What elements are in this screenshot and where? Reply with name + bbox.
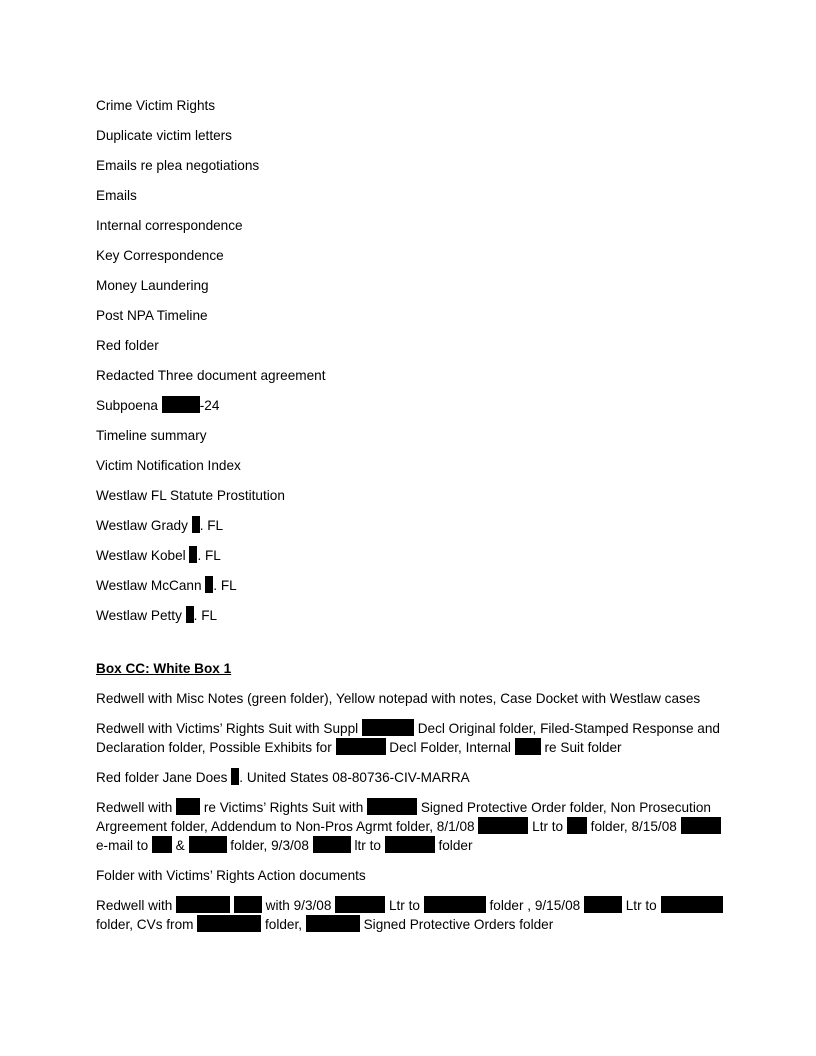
redaction-box [367,798,417,815]
text-segment: . FL [197,548,221,563]
redaction-box [189,836,227,853]
list-item: Victim Notification Index [96,458,241,473]
redaction-box [584,896,622,913]
text-segment: Ltr to [385,898,424,913]
redaction-box [336,738,386,755]
text-segment: folder, CVs from [96,898,727,932]
text-segment: . FL [213,578,237,593]
text-segment: Decl Original folder, Filed-Stamped Response and Declaration folder, Possible Exhibits for [96,721,724,755]
text-segment: Redwell with [96,800,177,815]
entry-paragraph [96,719,736,757]
entry-paragraph [96,768,736,787]
text-segment: Signed Protective Order folder, Non Prosecution Argreement folder, Addendum to Non-Pros Agrmt folder, 8/1/08 [96,800,715,834]
redaction-box [152,836,172,853]
text-segment: Ltr to [621,898,661,913]
entry-paragraph: Redwell with Misc Notes (green folder), Yellow notepad with notes, Case Docket with Westlaw cases [96,691,701,706]
text-segment: Westlaw Grady [96,518,192,533]
text-segment: Redwell with Victims’ Rights Suit with Suppl [96,721,362,736]
redaction-box [306,915,360,932]
list-item: Duplicate victim letters [96,128,232,143]
list-item: Timeline summary [96,428,207,443]
redaction-box [681,817,721,834]
text-segment: . FL [193,608,218,623]
redaction-box [385,836,435,853]
list-item-subpoena [96,396,736,415]
document-page [96,96,736,945]
redaction-box [424,896,486,913]
text-segment: Signed Protective Orders folder [359,917,554,932]
text-segment: Ltr to [528,819,567,834]
list-item: Westlaw FL Statute Prostitution [96,488,285,503]
redaction-box [176,896,230,913]
redaction-box [478,817,528,834]
redaction-box [335,896,385,913]
entry-paragraph [96,896,736,934]
text-segment: folder , 9/15/08 [485,898,584,913]
text-segment: & [171,838,189,853]
redaction-box [162,396,200,413]
section-heading: Box CC: White Box 1 [96,661,232,676]
list-item: Key Correspondence [96,248,224,263]
text-segment: with 9/3/08 [261,898,336,913]
list-item: Post NPA Timeline [96,308,208,323]
redaction-box [313,836,351,853]
text-segment: e-mail to [96,819,725,853]
list-item: Crime Victim Rights [96,98,216,113]
list-item-westlaw [96,576,736,595]
text-segment: Redwell with [96,898,177,913]
list-item: Internal correspondence [96,218,243,233]
entry-paragraph [96,798,736,855]
text-segment: . United States 08-80736-CIV-MARRA [239,770,470,785]
text-segment: Red folder Jane Does [96,770,232,785]
text-segment: folder [434,838,473,853]
text-segment: re Victims’ Rights Suit with [200,800,368,815]
redaction-box [192,516,200,533]
redaction-box [661,896,723,913]
list-item: Redacted Three document agreement [96,368,326,383]
text-segment: Westlaw McCann [96,578,206,593]
text-segment: ltr to [350,838,385,853]
list-item-westlaw [96,516,736,535]
redaction-box [362,719,414,736]
text-segment: folder, [261,917,306,932]
text-segment: re Suit folder [540,740,622,755]
list-item: Emails re plea negotiations [96,158,260,173]
text-segment: Decl Folder, Internal [385,740,515,755]
redaction-box [186,606,194,623]
text-segment: Subpoena [96,398,162,413]
redaction-box [567,817,587,834]
redaction-box [197,915,261,932]
list-item: Emails [96,188,137,203]
text-segment: folder, 8/15/08 [586,819,681,834]
text-segment: . FL [199,518,224,533]
text-segment: folder, 9/3/08 [226,838,313,853]
list-item-westlaw [96,606,736,625]
redaction-box [234,896,262,913]
list-item-westlaw [96,546,736,565]
redaction-box [176,798,200,815]
list-item: Red folder [96,338,159,353]
text-segment: -24 [199,398,220,413]
text-segment: Westlaw Kobel [96,548,190,563]
list-item: Money Laundering [96,278,209,293]
text-segment: Westlaw Petty [96,608,186,623]
redaction-box [515,738,541,755]
entry-paragraph: Folder with Victims’ Rights Action documents [96,868,366,883]
